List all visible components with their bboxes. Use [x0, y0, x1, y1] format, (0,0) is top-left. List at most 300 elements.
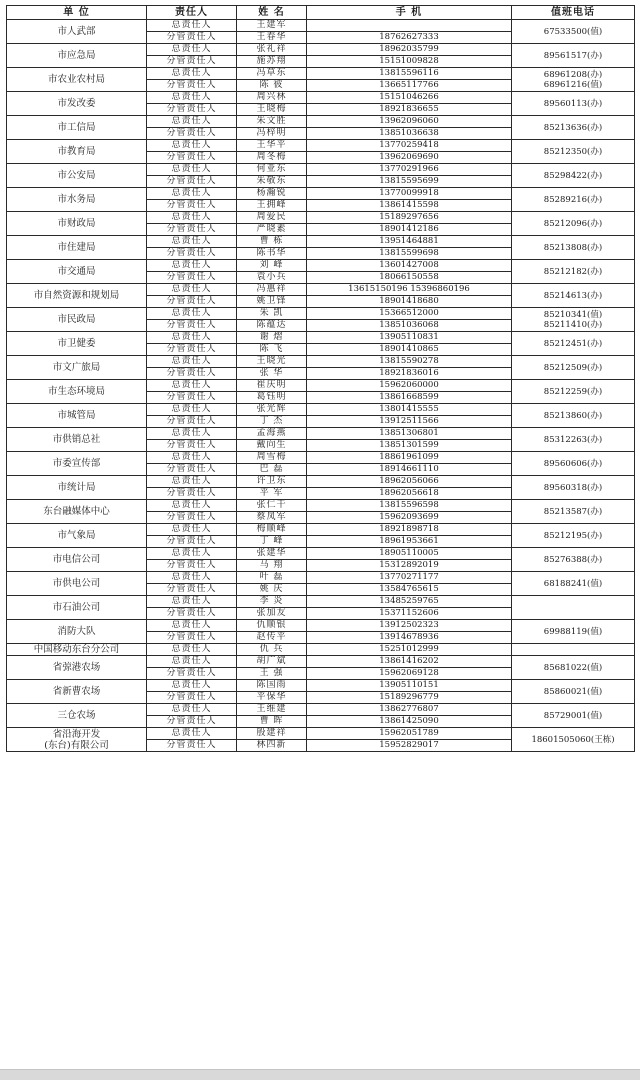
- mobile-cell: 13861425090: [307, 716, 512, 728]
- duty-phone-cell: [512, 260, 635, 284]
- unit-cell: 市应急局: [7, 44, 147, 68]
- role-cell: 总责任人: [147, 452, 237, 464]
- unit-cell: 三仓农场: [7, 704, 147, 728]
- name-cell: 周爱民: [237, 212, 307, 224]
- unit-cell: 市委宣传部: [7, 452, 147, 476]
- mobile-cell: 15962069128: [307, 668, 512, 680]
- table-row: [7, 308, 635, 320]
- mobile-cell: 15962093699: [307, 512, 512, 524]
- mobile-cell: 13851306801: [307, 428, 512, 440]
- role-cell: 总责任人: [147, 728, 237, 740]
- unit-cell: 市民政局: [7, 308, 147, 332]
- mobile-cell: 18905110005: [307, 548, 512, 560]
- name-cell: 何亚东: [237, 164, 307, 176]
- bottom-scroll-bar[interactable]: [0, 1069, 640, 1080]
- role-cell: 总责任人: [147, 116, 237, 128]
- table-row: [7, 116, 635, 128]
- duty-phone-line: 85212451(办): [543, 338, 603, 349]
- unit-cell: 市人武部: [7, 20, 147, 44]
- duty-phone-line: 85729001(值): [543, 710, 603, 721]
- duty-phone-line: 67533500(值): [543, 26, 603, 37]
- mobile-cell: 13801415555: [307, 404, 512, 416]
- unit-cell: 市城管局: [7, 404, 147, 428]
- role-cell: 总责任人: [147, 656, 237, 668]
- mobile-cell: 13815596598: [307, 500, 512, 512]
- duty-phone-line: 85312263(办): [543, 434, 603, 445]
- duty-phone-cell: [512, 680, 635, 704]
- table-row: [7, 500, 635, 512]
- role-cell: 总责任人: [147, 164, 237, 176]
- duty-phone-cell: [512, 572, 635, 596]
- table-row: [7, 188, 635, 200]
- name-cell: 殷建祥: [237, 728, 307, 740]
- unit-cell: 市电信公司: [7, 548, 147, 572]
- mobile-cell: 13951464881: [307, 236, 512, 248]
- role-cell: 总责任人: [147, 236, 237, 248]
- unit-cell: 市自然资源和规划局: [7, 284, 147, 308]
- role-cell: 分管责任人: [147, 716, 237, 728]
- roster-body: [7, 20, 635, 752]
- duty-phone-line: 85212509(办): [543, 362, 603, 373]
- table-row: [7, 380, 635, 392]
- mobile-cell: 13815596116: [307, 68, 512, 80]
- role-cell: 分管责任人: [147, 128, 237, 140]
- duty-phone-line: 85289216(办): [543, 194, 603, 205]
- unit-cell: 市气象局: [7, 524, 147, 548]
- name-cell: 姚 庆: [237, 584, 307, 596]
- name-cell: 曹 晖: [237, 716, 307, 728]
- unit-cell: 市文广旅局: [7, 356, 147, 380]
- name-cell: 施苏翔: [237, 56, 307, 68]
- mobile-cell: 18921898718: [307, 524, 512, 536]
- role-cell: 分管责任人: [147, 368, 237, 380]
- name-cell: 仇顺银: [237, 620, 307, 632]
- role-cell: 分管责任人: [147, 152, 237, 164]
- duty-phone-line: 85213587(办): [543, 506, 603, 517]
- unit-cell: 市工信局: [7, 116, 147, 140]
- header-role: 责任人: [147, 6, 237, 20]
- table-row: [7, 572, 635, 584]
- role-cell: 分管责任人: [147, 740, 237, 752]
- duty-phone-cell: [512, 404, 635, 428]
- mobile-cell: 15366512000: [307, 308, 512, 320]
- duty-phone-cell: [512, 236, 635, 260]
- mobile-cell: 15189297656: [307, 212, 512, 224]
- name-cell: 平 军: [237, 488, 307, 500]
- unit-cell: 省新曹农场: [7, 680, 147, 704]
- role-cell: 总责任人: [147, 572, 237, 584]
- duty-phone-cell: [512, 44, 635, 68]
- mobile-cell: 18914661110: [307, 464, 512, 476]
- role-cell: 分管责任人: [147, 668, 237, 680]
- duty-phone-cell: [512, 212, 635, 236]
- name-cell: 冯草东: [237, 68, 307, 80]
- name-cell: 梅顺峰: [237, 524, 307, 536]
- mobile-cell: 13615150196 15396860196: [307, 284, 512, 296]
- duty-phone-line: 85213808(办): [543, 242, 603, 253]
- duty-phone-cell: [512, 656, 635, 680]
- table-row: [7, 596, 635, 608]
- duty-phone-line: 85212195(办): [543, 530, 603, 541]
- header-unit: 单 位: [7, 6, 147, 20]
- header-mobile: 手 机: [307, 6, 512, 20]
- table-row: [7, 524, 635, 536]
- mobile-cell: 18921836016: [307, 368, 512, 380]
- role-cell: 总责任人: [147, 140, 237, 152]
- name-cell: 朱 凯: [237, 308, 307, 320]
- duty-phone-line: 85210341(值): [543, 309, 603, 320]
- mobile-cell: 13962096060: [307, 116, 512, 128]
- duty-phone-cell: [512, 524, 635, 548]
- mobile-cell: 13815599698: [307, 248, 512, 260]
- unit-cell: 市供销总社: [7, 428, 147, 452]
- duty-phone-cell: [512, 452, 635, 476]
- duty-phone-line: 85212259(办): [543, 386, 603, 397]
- name-cell: 林四新: [237, 740, 307, 752]
- role-cell: 总责任人: [147, 92, 237, 104]
- unit-cell: 市统计局: [7, 476, 147, 500]
- role-cell: 总责任人: [147, 212, 237, 224]
- name-cell: 严晓素: [237, 224, 307, 236]
- name-cell: 王华平: [237, 140, 307, 152]
- unit-cell: 省弶港农场: [7, 656, 147, 680]
- duty-phone-line: 89560113(办): [543, 98, 603, 109]
- mobile-cell: 13905110151: [307, 680, 512, 692]
- role-cell: 总责任人: [147, 680, 237, 692]
- duty-phone-cell: [512, 20, 635, 44]
- role-cell: 分管责任人: [147, 104, 237, 116]
- name-cell: 谢 熠: [237, 332, 307, 344]
- role-cell: 分管责任人: [147, 224, 237, 236]
- name-cell: 马 翔: [237, 560, 307, 572]
- name-cell: 王晓梅: [237, 104, 307, 116]
- name-cell: 张光辉: [237, 404, 307, 416]
- duty-phone-cell: [512, 728, 635, 752]
- mobile-cell: [307, 20, 512, 32]
- name-cell: 张建华: [237, 548, 307, 560]
- role-cell: 总责任人: [147, 356, 237, 368]
- header-row: [7, 6, 635, 20]
- table-row: [7, 680, 635, 692]
- table-row: [7, 704, 635, 716]
- duty-phone-cell: [512, 164, 635, 188]
- role-cell: 总责任人: [147, 524, 237, 536]
- unit-cell: 东台融媒体中心: [7, 500, 147, 524]
- unit-cell: 中国移动东台分公司: [7, 644, 147, 656]
- duty-phone-line: 18601505060(王栋): [531, 734, 615, 745]
- name-cell: 冯惠祥: [237, 284, 307, 296]
- role-cell: 总责任人: [147, 596, 237, 608]
- duty-phone-cell: [512, 476, 635, 500]
- name-cell: 周冬梅: [237, 152, 307, 164]
- duty-phone-cell: [512, 644, 635, 656]
- role-cell: 分管责任人: [147, 416, 237, 428]
- role-cell: 分管责任人: [147, 488, 237, 500]
- name-cell: 王维建: [237, 704, 307, 716]
- unit-cell: 市卫健委: [7, 332, 147, 356]
- table-row: [7, 92, 635, 104]
- role-cell: 分管责任人: [147, 200, 237, 212]
- duty-phone-cell: [512, 332, 635, 356]
- name-cell: 王拥峰: [237, 200, 307, 212]
- mobile-cell: 13770291966: [307, 164, 512, 176]
- role-cell: 分管责任人: [147, 512, 237, 524]
- unit-cell: 市交通局: [7, 260, 147, 284]
- duty-phone-line: 85276388(办): [543, 554, 603, 565]
- table-row: [7, 332, 635, 344]
- mobile-cell: 18901410865: [307, 344, 512, 356]
- mobile-cell: 15312892019: [307, 560, 512, 572]
- duty-phone-cell: [512, 284, 635, 308]
- table-row: [7, 656, 635, 668]
- mobile-cell: 13851036638: [307, 128, 512, 140]
- role-cell: 总责任人: [147, 476, 237, 488]
- duty-phone-line: 85681022(值): [543, 662, 603, 673]
- duty-phone-cell: [512, 548, 635, 572]
- mobile-cell: 18901412186: [307, 224, 512, 236]
- mobile-cell: 13912511566: [307, 416, 512, 428]
- mobile-cell: 13861416202: [307, 656, 512, 668]
- role-cell: 总责任人: [147, 548, 237, 560]
- role-cell: 总责任人: [147, 68, 237, 80]
- mobile-cell: 13851301599: [307, 440, 512, 452]
- role-cell: 总责任人: [147, 644, 237, 656]
- mobile-cell: 13485259765: [307, 596, 512, 608]
- mobile-cell: 15952829017: [307, 740, 512, 752]
- duty-phone-line: 89560318(办): [543, 482, 603, 493]
- role-cell: 分管责任人: [147, 536, 237, 548]
- role-cell: 分管责任人: [147, 320, 237, 332]
- unit-cell: 市发改委: [7, 92, 147, 116]
- mobile-cell: 15962060000: [307, 380, 512, 392]
- name-cell: 周兴林: [237, 92, 307, 104]
- table-row: [7, 548, 635, 560]
- duty-phone-line: 68188241(值): [543, 578, 603, 589]
- name-cell: 仇 兵: [237, 644, 307, 656]
- mobile-cell: 18066150558: [307, 272, 512, 284]
- name-cell: 平保华: [237, 692, 307, 704]
- role-cell: 分管责任人: [147, 692, 237, 704]
- name-cell: 杨瀚锐: [237, 188, 307, 200]
- duty-phone-cell: [512, 500, 635, 524]
- role-cell: 分管责任人: [147, 32, 237, 44]
- mobile-cell: 13905110831: [307, 332, 512, 344]
- duty-roster-table: [6, 5, 635, 752]
- mobile-cell: 18962035799: [307, 44, 512, 56]
- mobile-cell: 13601427008: [307, 260, 512, 272]
- name-cell: 戴向生: [237, 440, 307, 452]
- unit-cell: 消防大队: [7, 620, 147, 644]
- role-cell: 总责任人: [147, 500, 237, 512]
- duty-phone-cell: [512, 92, 635, 116]
- mobile-cell: 15371152606: [307, 608, 512, 620]
- role-cell: 分管责任人: [147, 392, 237, 404]
- mobile-cell: 18962056618: [307, 488, 512, 500]
- mobile-cell: 15251012999: [307, 644, 512, 656]
- duty-phone-line: 85211410(办): [543, 319, 603, 330]
- role-cell: 分管责任人: [147, 80, 237, 92]
- mobile-cell: 13862776807: [307, 704, 512, 716]
- duty-phone-line: 68961216(值): [543, 79, 603, 90]
- duty-phone-line: 89561517(办): [543, 50, 603, 61]
- table-row: [7, 260, 635, 272]
- table-row: [7, 428, 635, 440]
- table-row: [7, 404, 635, 416]
- mobile-cell: 13962069690: [307, 152, 512, 164]
- duty-phone-cell: [512, 596, 635, 620]
- table-row: [7, 620, 635, 632]
- name-cell: 王晓光: [237, 356, 307, 368]
- role-cell: 分管责任人: [147, 272, 237, 284]
- name-cell: 张仁干: [237, 500, 307, 512]
- table-row: [7, 644, 635, 656]
- name-cell: 陈国雨: [237, 680, 307, 692]
- table-row: [7, 356, 635, 368]
- role-cell: 分管责任人: [147, 248, 237, 260]
- role-cell: 分管责任人: [147, 608, 237, 620]
- name-cell: 周雪梅: [237, 452, 307, 464]
- unit-line: (东台)有限公司: [44, 739, 109, 751]
- duty-phone-line: 85212096(办): [543, 218, 603, 229]
- table-row: [7, 164, 635, 176]
- name-cell: 张 华: [237, 368, 307, 380]
- name-cell: 陈 彼: [237, 80, 307, 92]
- name-cell: 陈书华: [237, 248, 307, 260]
- name-cell: 葛钰明: [237, 392, 307, 404]
- header-duty-phone: 值班电话: [512, 6, 635, 20]
- role-cell: 分管责任人: [147, 56, 237, 68]
- table-row: [7, 284, 635, 296]
- name-cell: 王春华: [237, 32, 307, 44]
- unit-cell: [7, 728, 147, 752]
- mobile-cell: 13851036068: [307, 320, 512, 332]
- name-cell: 蔡凤军: [237, 512, 307, 524]
- table-row: [7, 728, 635, 740]
- name-cell: 袁小兵: [237, 272, 307, 284]
- mobile-cell: 15189296779: [307, 692, 512, 704]
- duty-phone-cell: [512, 380, 635, 404]
- role-cell: 总责任人: [147, 620, 237, 632]
- unit-cell: 市教育局: [7, 140, 147, 164]
- name-cell: 李 炎: [237, 596, 307, 608]
- role-cell: 总责任人: [147, 380, 237, 392]
- mobile-cell: 15151009828: [307, 56, 512, 68]
- mobile-cell: 18961953661: [307, 536, 512, 548]
- name-cell: 叶 磊: [237, 572, 307, 584]
- mobile-cell: 13914678936: [307, 632, 512, 644]
- role-cell: 总责任人: [147, 404, 237, 416]
- duty-phone-line: 85212182(办): [543, 266, 603, 277]
- table-row: [7, 452, 635, 464]
- name-cell: 姚卫锋: [237, 296, 307, 308]
- unit-cell: 市公安局: [7, 164, 147, 188]
- name-cell: 张礼祥: [237, 44, 307, 56]
- duty-phone-cell: [512, 428, 635, 452]
- name-cell: 丁 峰: [237, 536, 307, 548]
- table-row: [7, 44, 635, 56]
- duty-phone-cell: [512, 140, 635, 164]
- name-cell: 冯梓明: [237, 128, 307, 140]
- mobile-cell: 18901418680: [307, 296, 512, 308]
- duty-phone-cell: [512, 68, 635, 92]
- name-cell: 朱敬东: [237, 176, 307, 188]
- duty-phone-line: 85860021(值): [543, 686, 603, 697]
- mobile-cell: 18762627333: [307, 32, 512, 44]
- role-cell: 总责任人: [147, 44, 237, 56]
- duty-phone-line: 85214613(办): [543, 290, 603, 301]
- duty-phone-line: 69988119(值): [543, 626, 603, 637]
- duty-phone-cell: [512, 188, 635, 212]
- table-row: [7, 140, 635, 152]
- name-cell: 许卫东: [237, 476, 307, 488]
- mobile-cell: 13861668599: [307, 392, 512, 404]
- unit-cell: 市农业农村局: [7, 68, 147, 92]
- role-cell: 总责任人: [147, 308, 237, 320]
- mobile-cell: 13665117766: [307, 80, 512, 92]
- mobile-cell: 13815595699: [307, 176, 512, 188]
- role-cell: 总责任人: [147, 332, 237, 344]
- mobile-cell: 18861961099: [307, 452, 512, 464]
- unit-cell: 市财政局: [7, 212, 147, 236]
- role-cell: 总责任人: [147, 428, 237, 440]
- table-row: [7, 20, 635, 32]
- role-cell: 分管责任人: [147, 440, 237, 452]
- name-cell: 赵传平: [237, 632, 307, 644]
- duty-phone-line: 68961208(办): [543, 69, 603, 80]
- duty-phone-cell: [512, 620, 635, 644]
- role-cell: 总责任人: [147, 284, 237, 296]
- role-cell: 分管责任人: [147, 176, 237, 188]
- unit-cell: 市石油公司: [7, 596, 147, 620]
- duty-roster-sheet: [6, 5, 634, 752]
- mobile-cell: 13770099918: [307, 188, 512, 200]
- mobile-cell: 15962051789: [307, 728, 512, 740]
- name-cell: 王建军: [237, 20, 307, 32]
- mobile-cell: 13912502323: [307, 620, 512, 632]
- duty-phone-cell: [512, 116, 635, 140]
- table-row: [7, 236, 635, 248]
- role-cell: 总责任人: [147, 20, 237, 32]
- role-cell: 分管责任人: [147, 632, 237, 644]
- name-cell: 巴 磊: [237, 464, 307, 476]
- role-cell: 分管责任人: [147, 296, 237, 308]
- table-row: [7, 212, 635, 224]
- name-cell: 崔庆明: [237, 380, 307, 392]
- role-cell: 分管责任人: [147, 560, 237, 572]
- name-cell: 丁 杰: [237, 416, 307, 428]
- unit-cell: 市生态环境局: [7, 380, 147, 404]
- duty-phone-line: 85298422(办): [543, 170, 603, 181]
- role-cell: 总责任人: [147, 704, 237, 716]
- duty-phone-cell: [512, 704, 635, 728]
- unit-cell: 市住建局: [7, 236, 147, 260]
- unit-line: 省沿海开发: [52, 728, 101, 740]
- mobile-cell: 18921836655: [307, 104, 512, 116]
- role-cell: 总责任人: [147, 188, 237, 200]
- mobile-cell: 18962056066: [307, 476, 512, 488]
- name-cell: 王 强: [237, 668, 307, 680]
- unit-cell: 市水务局: [7, 188, 147, 212]
- role-cell: 总责任人: [147, 260, 237, 272]
- mobile-cell: 13770271177: [307, 572, 512, 584]
- name-cell: 刘 峰: [237, 260, 307, 272]
- duty-phone-cell: [512, 308, 635, 332]
- duty-phone-line: 89560606(办): [543, 458, 603, 469]
- name-cell: 陈 飞: [237, 344, 307, 356]
- duty-phone-cell: [512, 356, 635, 380]
- duty-phone-line: 85213860(办): [543, 410, 603, 421]
- role-cell: 分管责任人: [147, 464, 237, 476]
